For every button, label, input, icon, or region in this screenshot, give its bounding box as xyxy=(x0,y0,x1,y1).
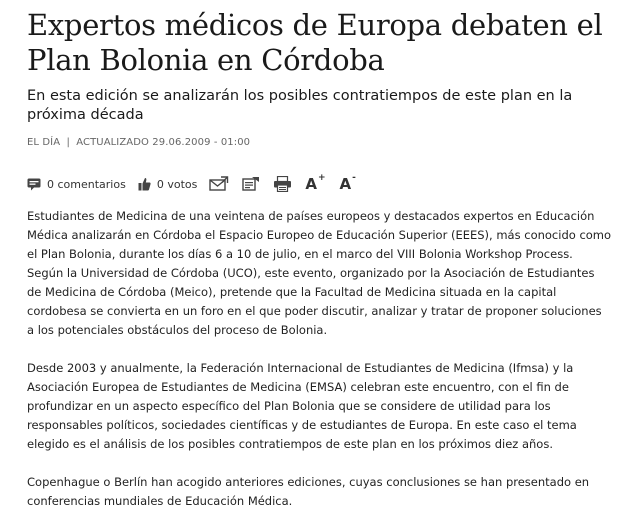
vote-button[interactable] xyxy=(138,177,198,191)
share-icon xyxy=(242,176,260,192)
comment-icon xyxy=(27,178,41,191)
comments-count: 0 comentarios xyxy=(47,177,126,191)
article-subtitle: En esta edición se analizarán los posibles contratiempos de este plan en la próxima década xyxy=(27,88,573,123)
share-button[interactable] xyxy=(242,176,260,192)
font-increase-sign: + xyxy=(317,173,326,183)
paragraph-3: Copenhague o Berlín han acogido anteriores ediciones, cuyas conclusiones se han presentado en conferencias mundiales de Educación Médica. xyxy=(27,475,590,508)
font-decrease-button[interactable] xyxy=(340,175,356,193)
thumbs-up-icon xyxy=(138,177,151,191)
email-icon xyxy=(209,176,229,192)
votes-count: 0 votos xyxy=(156,177,198,191)
article-body xyxy=(27,207,612,511)
email-button[interactable] xyxy=(209,176,229,192)
font-decrease-sign: - xyxy=(352,173,356,183)
font-decrease-letter: A xyxy=(339,175,352,193)
article-toolbar xyxy=(27,174,612,194)
print-button[interactable] xyxy=(273,176,292,192)
source-label: EL DÍA xyxy=(27,137,61,148)
font-increase-button[interactable] xyxy=(305,175,325,193)
article-headline: Expertos médicos de Europa debaten el Plan Bolonia en Córdoba xyxy=(27,8,603,77)
meta-separator: | xyxy=(66,137,70,148)
article xyxy=(27,8,612,530)
article-meta xyxy=(27,137,612,148)
font-increase-letter: A xyxy=(305,175,317,193)
paragraph-1: Estudiantes de Medicina de una veintena de países europeos y destacados expertos en Educación Médica analizarán en Córdoba el Espacio Europeo de Educación Superior (EEES), más conocido como el Plan Bolonia, durante los días 6 a 10 de julio, en el marco del VIII Bolonia Workshop Process. Según la Universidad de Córdoba (UCO), este evento, organizado por la Asociación de Estudiantes de Medicina de Córdoba (Meico), pretende que la Facultad de Medicina situada en la capital cordobesa se convierta en un foro en el que poder discutir, analizar y tratar de proponer soluciones a los potenciales obstáculos del proceso de Bolonia. xyxy=(27,209,612,337)
comments-button[interactable] xyxy=(27,178,126,191)
paragraph-2: Desde 2003 y anualmente, la Federación Internacional de Estudiantes de Medicina (Ifmsa) y la Asociación Europea de Estudiantes de Medicina (EMSA) celebran este encuentro, con el fin de profundizar en un aspecto específico del Plan Bolonia que se considere de utilidad para los responsables políticos, sociedades científicas y de estudiantes de Europa. En este caso el tema elegido es el análisis de los posibles contratiempos de este plan en los próximos diez años. xyxy=(27,361,577,451)
updated-timestamp: ACTUALIZADO 29.06.2009 - 01:00 xyxy=(76,137,251,148)
print-icon xyxy=(273,176,292,192)
